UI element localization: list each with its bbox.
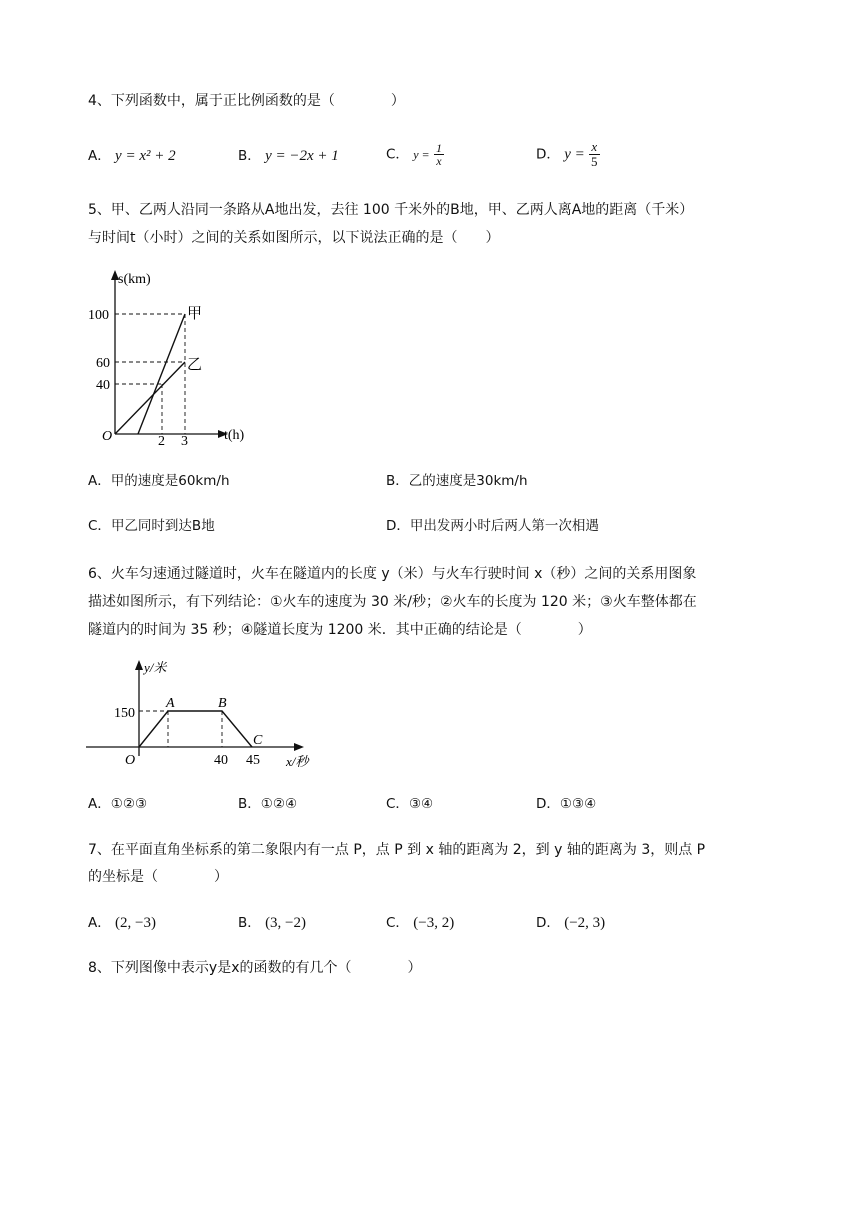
fraction [434, 142, 444, 167]
option-label: D． [386, 518, 410, 534]
q6-stem-line2: 描述如图所示，有下列结论：①火车的速度为 30 米/秒；②火车的长度为 120 米；③火车整体都在 [88, 594, 697, 610]
q6-option-b[interactable] [238, 794, 297, 814]
fraction [589, 140, 600, 169]
q6-option-a[interactable] [88, 794, 147, 814]
option-expr: (3, −2) [265, 915, 307, 931]
option-label: D． [536, 146, 560, 163]
option-text: 甲出发两小时后两人第一次相遇 [409, 518, 599, 534]
q5-tick-2: 2 [158, 434, 165, 448]
q5-option-b[interactable] [386, 471, 528, 491]
option-label: A． [88, 148, 111, 164]
option-label: B． [238, 915, 261, 931]
option-label: C． [386, 915, 409, 931]
q5-line-yi [115, 362, 185, 434]
option-expr: y = x² + 2 [115, 148, 176, 164]
q5-stem-line1: 5、甲、乙两人沿同一条路从A地出发，去往 100 千米外的B地，甲、乙两人离A地的距离（千米） [88, 202, 694, 218]
q6-tick-45: 45 [246, 753, 260, 768]
option-text: 乙的速度是30km/h [408, 473, 528, 489]
q6-y-axis-label: y/米 [144, 660, 167, 675]
option-label: B． [238, 796, 261, 812]
fraction-denominator: x [436, 154, 442, 168]
option-label: D． [536, 796, 560, 812]
option-text: 甲的速度是60km/h [110, 473, 230, 489]
option-label: A． [88, 473, 111, 489]
q5-tick-60: 60 [96, 356, 110, 371]
option-expr: (2, −3) [115, 915, 156, 931]
q6-train-tunnel-graph [86, 656, 336, 772]
q6-stem-line1: 6、火车匀速通过隧道时，火车在隧道内的长度 y（米）与火车行驶时间 x（秒）之间的关系用图象 [88, 566, 697, 582]
q4-option-a[interactable] [88, 146, 176, 166]
q5-origin-label: O [102, 429, 113, 444]
option-text: 甲乙同时到达B地 [110, 518, 215, 534]
q8-stem: 8、下列图像中表示y是x的函数的有几个（ ） [88, 960, 422, 976]
option-expr: y = −2x + 1 [265, 148, 339, 164]
option-text: ③④ [408, 796, 434, 812]
option-lhs: y = [413, 147, 430, 162]
q6-stem-line3: 隧道内的时间为 35 秒；④隧道长度为 1200 米．其中正确的结论是（ ） [88, 622, 592, 638]
q7-stem-line1: 7、在平面直角坐标系的第二象限内有一点 P，点 P 到 x 轴的距离为 2，到 y 轴的距离为 3，则点 P [88, 842, 706, 858]
fraction-denominator: 5 [591, 154, 598, 169]
q6-option-d[interactable] [536, 794, 596, 814]
q5-option-a[interactable] [88, 471, 230, 491]
option-label: C． [88, 518, 111, 534]
q6-tick-40: 40 [214, 753, 228, 768]
q5-distance-time-graph [86, 266, 266, 448]
option-expr: (−2, 3) [564, 915, 606, 931]
q6-option-c[interactable] [386, 794, 433, 814]
option-expr: (−3, 2) [413, 915, 455, 931]
q5-y-axis-label: s(km) [118, 272, 151, 287]
option-label: A． [88, 796, 111, 812]
q5-x-axis-label: t(h) [224, 428, 245, 443]
option-text: ①②③ [110, 796, 148, 812]
q5-tick-40: 40 [96, 378, 110, 393]
q4-option-d[interactable] [536, 140, 600, 169]
fraction-numerator: x [589, 140, 600, 155]
q4-option-c[interactable] [386, 142, 444, 167]
option-label: B． [386, 473, 409, 489]
q6-point-c-label: C [253, 733, 263, 748]
option-label: B． [238, 148, 261, 164]
q6-tick-150: 150 [114, 706, 135, 721]
q5-label-jia: 甲 [187, 306, 203, 322]
q5-label-yi: 乙 [187, 357, 203, 373]
q4-option-b[interactable] [238, 146, 339, 166]
fraction-numerator: 1 [435, 141, 442, 155]
q7-option-a[interactable] [88, 913, 156, 933]
option-label: C． [386, 796, 409, 812]
option-label: A． [88, 915, 111, 931]
q7-stem-line2: 的坐标是（ ） [88, 869, 228, 885]
q5-tick-100: 100 [88, 308, 109, 323]
q7-option-b[interactable] [238, 913, 306, 933]
q5-option-d[interactable] [386, 516, 599, 536]
option-text: ①②④ [260, 796, 298, 812]
q6-y-axis-arrow [135, 660, 143, 670]
q6-point-a-label: A [166, 696, 175, 711]
q6-x-axis-arrow [294, 743, 304, 751]
option-label: C． [386, 146, 409, 163]
option-text: ①③④ [559, 796, 597, 812]
q4-stem: 4、下列函数中，属于正比例函数的是（ ） [88, 93, 405, 109]
q5-option-c[interactable] [88, 516, 215, 536]
q6-graph-line [139, 711, 252, 747]
q6-origin-label: O [125, 753, 136, 768]
q7-option-d[interactable] [536, 913, 605, 933]
q5-tick-3: 3 [181, 434, 188, 448]
q6-point-b-label: B [218, 696, 227, 711]
q5-stem-line2: 与时间t（小时）之间的关系如图所示，以下说法正确的是（ ） [88, 230, 500, 246]
q6-x-axis-label: x/秒 [286, 754, 309, 769]
q7-option-c[interactable] [386, 913, 454, 933]
q5-line-jia [138, 314, 185, 434]
option-lhs: y = [564, 146, 585, 163]
option-label: D． [536, 915, 560, 931]
